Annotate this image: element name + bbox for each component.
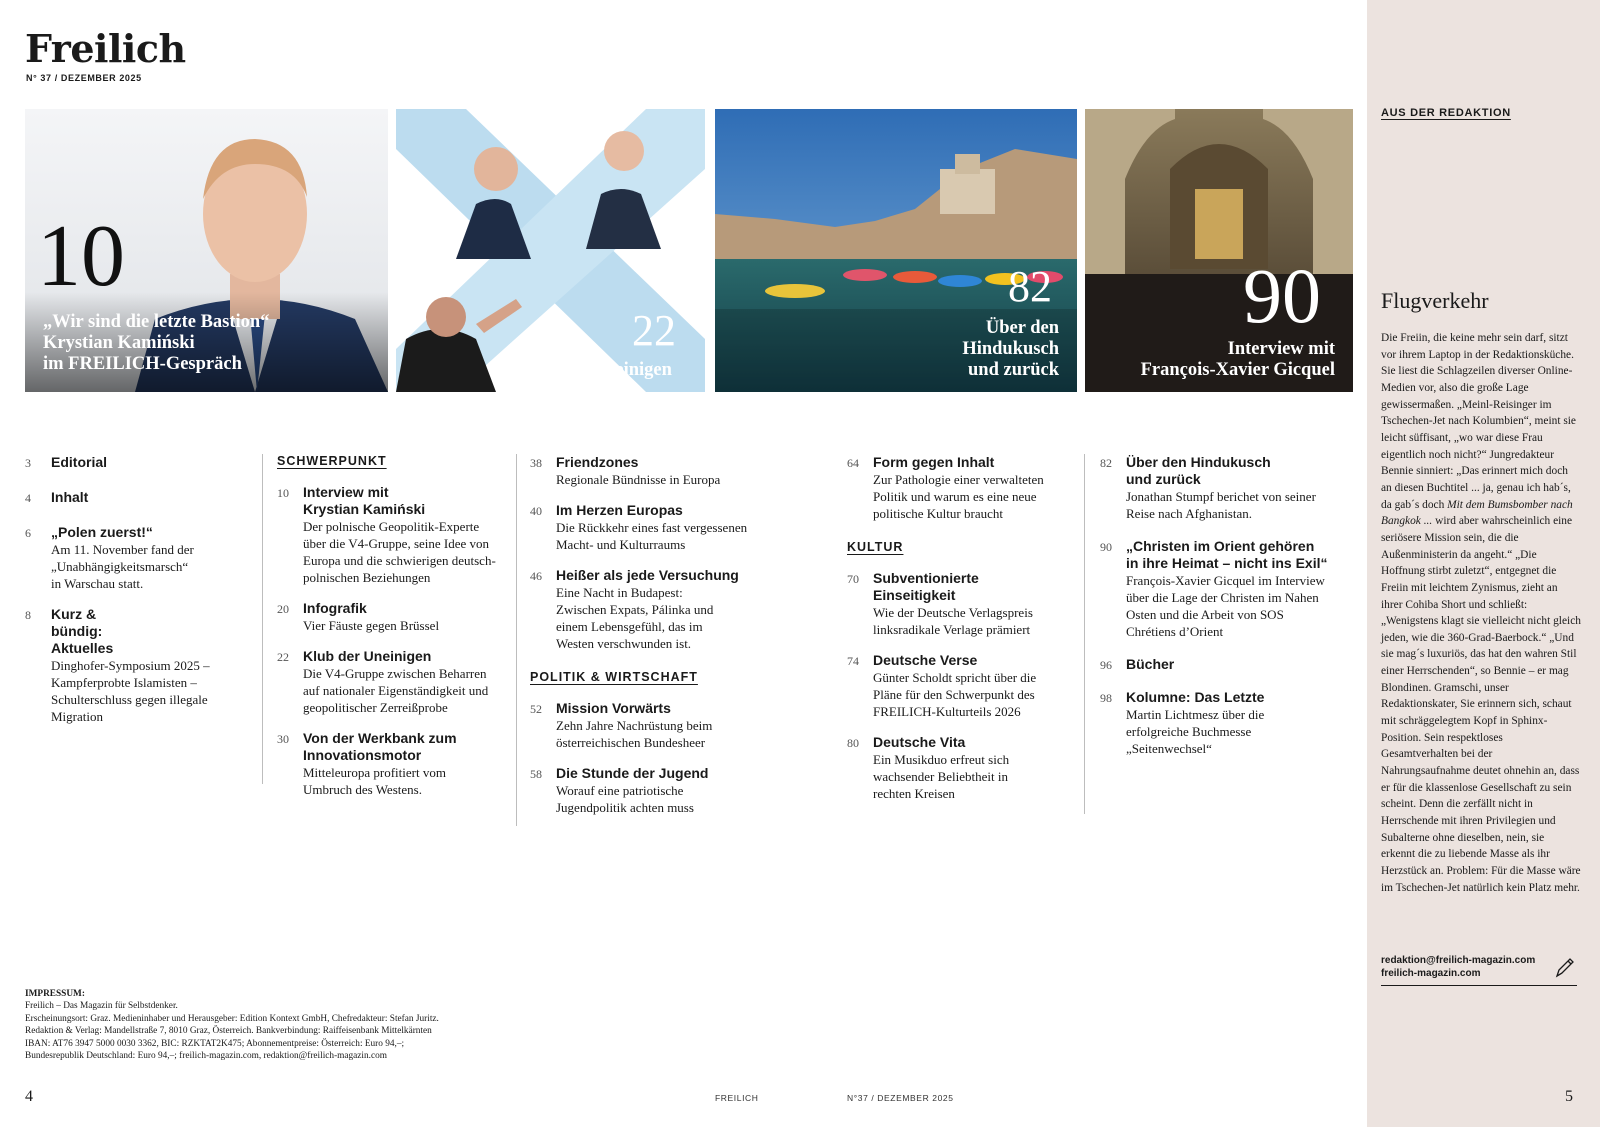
- toc-column-2: [277, 454, 499, 812]
- impressum-line: Freilich – Das Magazin für Selbstdenker.: [25, 1001, 178, 1012]
- feature-caption-line: Klub der Uneinigen: [516, 360, 672, 380]
- feature-tile-22[interactable]: [396, 109, 705, 392]
- toc-entry[interactable]: [530, 700, 760, 751]
- section-heading-kultur: KULTUR: [847, 540, 904, 554]
- toc-page: 58: [530, 767, 542, 781]
- page-number-left: 4: [25, 1088, 33, 1105]
- toc-entry[interactable]: [530, 502, 760, 553]
- toc-entry[interactable]: [1100, 454, 1325, 522]
- feature-caption-line: Über den: [985, 318, 1059, 338]
- feature-page-number: 22: [632, 306, 676, 355]
- toc-column-4: [847, 454, 1067, 816]
- toc-title: Kolumne: Das Letzte: [1126, 689, 1265, 705]
- toc-title: Von der Werkbank zum Innovationsmotor: [303, 730, 457, 763]
- toc-entry[interactable]: [277, 600, 499, 634]
- toc-entry[interactable]: [1100, 689, 1325, 757]
- toc-description: Jonathan Stumpf berichet von seiner Reise nach Afghanistan.: [1126, 489, 1316, 521]
- toc-title: Kurz & bündig: Aktuelles: [51, 606, 114, 656]
- toc-page: 10: [277, 486, 289, 500]
- contact-web-link[interactable]: freilich-magazin.com: [1381, 968, 1481, 979]
- feature-tile-90[interactable]: [1085, 109, 1353, 392]
- feature-caption-line: im FREILICH-Gespräch: [43, 354, 242, 374]
- toc-description: Vier Fäuste gegen Brüssel: [303, 618, 440, 633]
- column-rule: [262, 454, 263, 784]
- editorial-sidebar: [1367, 0, 1600, 1127]
- feature-tile-10[interactable]: [25, 109, 388, 392]
- toc-page: 98: [1100, 691, 1112, 705]
- toc-entry[interactable]: [847, 734, 1067, 802]
- feature-page-number: 90: [1243, 252, 1321, 339]
- toc-description: Worauf eine patriotische Jugendpolitik achten muss: [556, 783, 694, 815]
- toc-page: 6: [25, 526, 31, 540]
- toc-entry[interactable]: [1100, 656, 1325, 673]
- sidebar-contact: [1381, 954, 1577, 986]
- toc-entry[interactable]: [847, 454, 1067, 522]
- toc-page: 74: [847, 654, 859, 668]
- sidebar-text: wird aber wahrscheinlich eine seriösere Mission sein, die die Außenministerin da angeht.“ „Die Hoffnung stirbt zuletzt“, entgegnet die Freiin mit leichtem Zynismus, zieht an ihrer Cohiba Short und schließt: „Wenigstens klagt sie vielleicht nicht gleich jeden, wie die 360-Grad-Baerbock.“ „Und sie mag´s luxuriös, das hat den wahren Stil einer Herrschenden“, so Bennie – er mag Blondinen. Gramschi, unser Redaktionskater, Sie erinnern sich, schaut mit schräggelegtem Kopf in Sphinx-Position. Sein respektloses Gesamtverhalten bei der Nahrungsaufnahme deutet ohnehin an, dass er für die klassenlose Gesellschaft zu sein scheint. Denn die zerfällt nicht in Herrschende mit ihren Privilegien und Subalterne ohne dieselben, nein, sie erkennt die zu liebende Masse als ihr Herzstück an. Problem: Für die Masse wäre im Tschechen-Jet natürlich kein Platz mehr.: [1381, 515, 1581, 894]
- toc-entry[interactable]: [530, 765, 760, 816]
- toc-description: Zehn Jahre Nachrüstung beim österreichischen Bundesheer: [556, 718, 713, 750]
- toc-page: 3: [25, 456, 31, 470]
- toc-page: 8: [25, 608, 31, 622]
- toc-page: 22: [277, 650, 289, 664]
- toc-description: Ein Musikduo erfreut sich wachsender Beliebtheit in rechten Kreisen: [873, 752, 1010, 801]
- toc-description: Dinghofer-Symposium 2025 – Kampferprobte Islamisten – Schulterschluss gegen illegale Migration: [51, 658, 210, 724]
- feature-page-number: 10: [37, 208, 125, 305]
- page-number-right: 5: [1565, 1088, 1573, 1105]
- toc-entry[interactable]: [277, 484, 499, 586]
- feature-caption-line: Hindukusch: [962, 339, 1059, 359]
- toc-page: 30: [277, 732, 289, 746]
- toc-description: Eine Nacht in Budapest: Zwischen Expats, Pálinka und einem Lebensgefühl, das im Westen verschwunden ist.: [556, 585, 714, 651]
- toc-title: Die Stunde der Jugend: [556, 765, 709, 781]
- toc-entry[interactable]: [530, 567, 760, 652]
- toc-description: Günter Scholdt spricht über die Pläne für den Schwerpunkt des FREILICH-Kulturteils 2026: [873, 670, 1037, 719]
- toc-description: Die V4-Gruppe zwischen Beharren auf nationaler Eigenständigkeit und geopolitischer Zerreißprobe: [303, 666, 489, 715]
- sidebar-headline: Flugverkehr: [1381, 288, 1489, 313]
- toc-entry[interactable]: [847, 570, 1067, 638]
- toc-description: Zur Pathologie einer verwalteten Politik und warum es eine neue politische Kultur braucht: [873, 472, 1044, 521]
- feature-page-number: 82: [1008, 262, 1052, 311]
- sidebar-body: [1381, 330, 1581, 896]
- footer-brand: FREILICH: [715, 1093, 759, 1103]
- toc-entry[interactable]: [25, 606, 217, 725]
- feature-caption-line: „Wir sind die letzte Bastion“: [43, 312, 270, 332]
- toc-page: 4: [25, 491, 31, 505]
- impressum-line: Redaktion & Verlag: Mandellstraße 7, 8010 Graz, Österreich. Bankverbindung: Raiffeisenbank Mittelkärnten: [25, 1026, 432, 1037]
- toc-entry[interactable]: [847, 652, 1067, 720]
- feature-caption-line: Interview mit: [1227, 339, 1335, 359]
- toc-title: Im Herzen Europas: [556, 502, 683, 518]
- feature-caption-line: François-Xavier Gicquel: [1140, 360, 1335, 380]
- toc-page: 80: [847, 736, 859, 750]
- toc-page: 40: [530, 504, 542, 518]
- issue-line: N° 37 / DEZEMBER 2025: [26, 73, 142, 83]
- impressum-line: Erscheinungsort: Graz. Medieninhaber und Herausgeber: Edition Kontext GmbH, Chefredakteur: Stefan Juritz.: [25, 1013, 439, 1024]
- toc-page: 20: [277, 602, 289, 616]
- sidebar-book-title: Mit dem Bumsbomber nach Bangkok ...: [1381, 498, 1573, 528]
- feature-tile-82[interactable]: [715, 109, 1077, 392]
- toc-column-1: [25, 454, 245, 739]
- toc-description: François-Xavier Gicquel im Interview über die Lage der Christen im Nahen Osten und die Arbeit von SOS Chrétiens d’Orient: [1126, 573, 1325, 639]
- toc-title: Inhalt: [51, 489, 89, 505]
- impressum: [25, 988, 505, 1062]
- toc-title: Heißer als jede Versuchung: [556, 567, 739, 583]
- toc-page: 90: [1100, 540, 1112, 554]
- toc-entry[interactable]: [277, 648, 499, 716]
- toc-entry[interactable]: [1100, 538, 1328, 640]
- toc-page: 52: [530, 702, 542, 716]
- section-heading-schwerpunkt: SCHWERPUNKT: [277, 454, 387, 468]
- toc-page: 64: [847, 456, 859, 470]
- toc-title: Klub der Uneinigen: [303, 648, 432, 664]
- sidebar-label: AUS DER REDAKTION: [1381, 107, 1511, 119]
- toc-page: 38: [530, 456, 542, 470]
- contact-email-link[interactable]: redaktion@freilich-magazin.com: [1381, 955, 1536, 966]
- toc-entry[interactable]: [530, 454, 760, 488]
- toc-page: 82: [1100, 456, 1112, 470]
- toc-entry[interactable]: [277, 730, 499, 798]
- pencil-icon: [1553, 956, 1575, 980]
- toc-entry[interactable]: [25, 489, 245, 506]
- toc-title: Form gegen Inhalt: [873, 454, 995, 470]
- sidebar-text: Die Freiin, die keine mehr sein darf, sitzt vor ihrem Laptop in der Redaktionsküche. Sie liest die Schlagzeilen diverser Online-Medien vor, also die große Lage gewissermaßen. „Meinl-Reisinger im Tschechen-Jet nach Kolumbien“, meint sie leicht süffisant, „wo war diese Frau eigentlich noch nicht?“ Jungredakteur Bennie sinniert: „Das erinnert mich doch an diesen Buchtitel ... ja, genau ich hab´s, da gab´s doch: [1381, 332, 1576, 511]
- toc-page: 96: [1100, 658, 1112, 672]
- toc-page: 70: [847, 572, 859, 586]
- toc-column-3: [530, 454, 760, 830]
- impressum-line: IBAN: AT76 3947 5000 0030 3362, BIC: RZKTAT2K475; Abonnementpreise: Österreich: Euro 94,–;: [25, 1038, 405, 1049]
- toc-title: Infografik: [303, 600, 367, 616]
- toc-title: Interview mit Krystian Kamiński: [303, 484, 426, 517]
- feature-caption-line: Krystian Kamiński: [43, 333, 195, 353]
- toc-description: Regionale Bündnisse in Europa: [556, 472, 721, 487]
- section-heading-politik-wirtschaft: POLITIK & WIRTSCHAFT: [530, 670, 698, 684]
- feature-caption-line: und zurück: [968, 360, 1059, 380]
- column-rule: [516, 454, 517, 826]
- toc-entry[interactable]: [25, 524, 201, 592]
- toc-title: „Christen im Orient gehören in ihre Heimat – nicht ins Exil“: [1126, 538, 1328, 571]
- impressum-line: Bundesrepublik Deutschland: Euro 94,–; freilich-magazin.com, redaktion@freilich-magazin.com: [25, 1051, 387, 1062]
- toc-description: Die Rückkehr eines fast vergessenen Macht- und Kulturraums: [556, 520, 748, 552]
- toc-title: Über den Hindukusch und zurück: [1126, 454, 1271, 487]
- toc-title: Deutsche Vita: [873, 734, 966, 750]
- footer-issue: N°37 / DEZEMBER 2025: [847, 1093, 954, 1103]
- toc-description: Mitteleuropa profitiert vom Umbruch des Westens.: [303, 765, 446, 797]
- toc-page: 46: [530, 569, 542, 583]
- toc-title: Friendzones: [556, 454, 639, 470]
- toc-description: Martin Lichtmesz über die erfolgreiche Buchmesse „Seitenwechsel“: [1126, 707, 1265, 756]
- impressum-heading: IMPRESSUM:: [25, 989, 85, 999]
- toc-description: Der polnische Geopolitik-Experte über die V4-Gruppe, seine Idee von Europa und die schwierigen deutsch-polnischen Beziehungen: [303, 519, 496, 585]
- toc-title: Bücher: [1126, 656, 1175, 672]
- magazine-logo: Freilich: [25, 26, 186, 71]
- toc-title: „Polen zuerst!“: [51, 524, 153, 540]
- toc-description: Am 11. November fand der „Unabhängigkeitsmarsch“ in Warschau statt.: [51, 542, 194, 591]
- toc-title: Subventionierte Einseitigkeit: [873, 570, 979, 603]
- toc-entry[interactable]: [25, 454, 245, 471]
- toc-title: Deutsche Verse: [873, 652, 978, 668]
- column-rule: [1084, 454, 1085, 814]
- toc-title: Mission Vorwärts: [556, 700, 671, 716]
- toc-title: Editorial: [51, 454, 108, 470]
- toc-column-5: [1100, 454, 1328, 771]
- toc-description: Wie der Deutsche Verlagspreis linksradikale Verlage prämiert: [873, 605, 1033, 637]
